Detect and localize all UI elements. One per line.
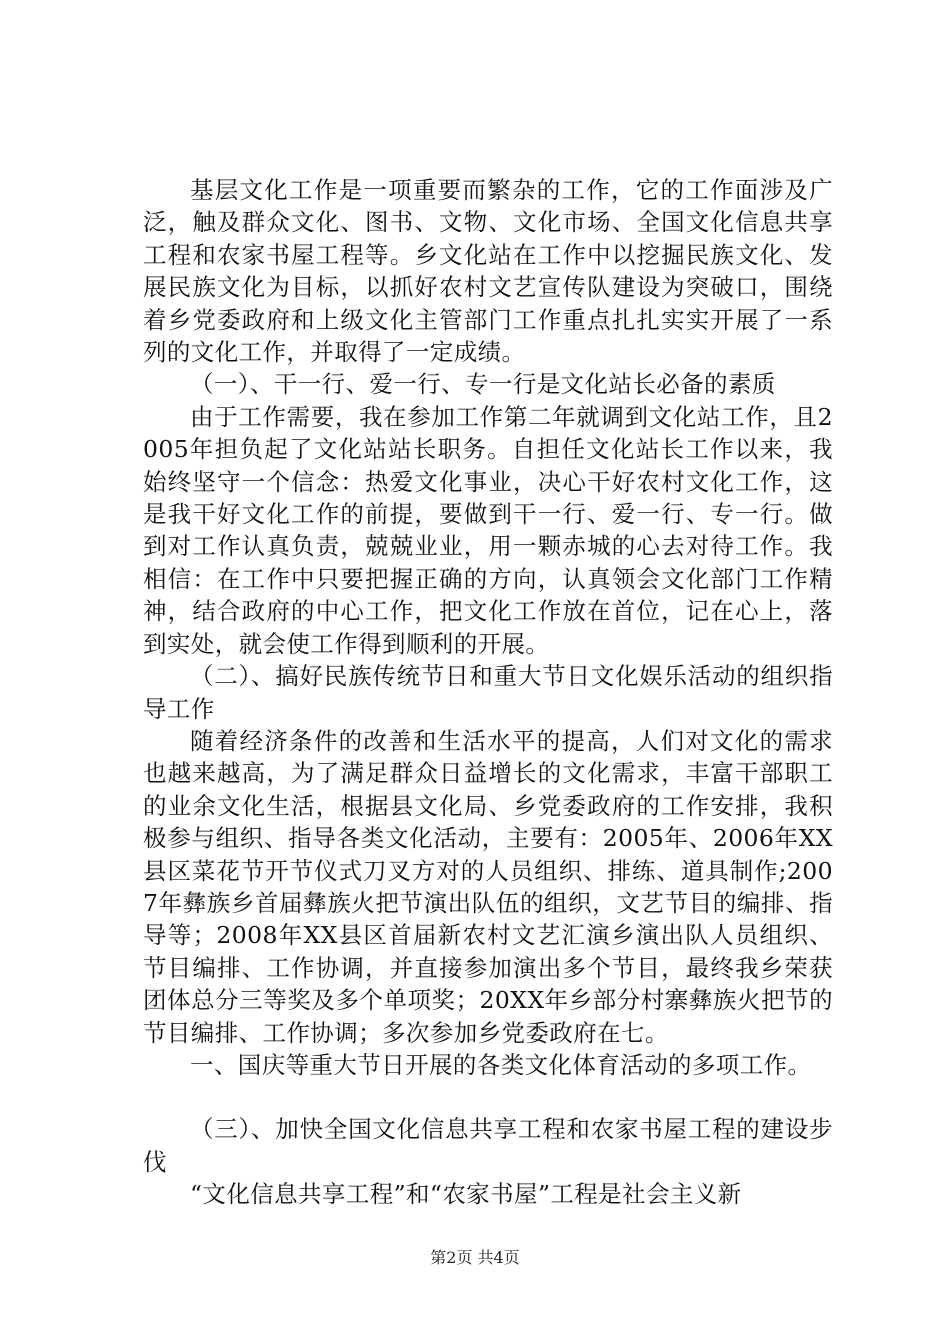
document-body xyxy=(143,174,833,1211)
section-3-paragraph: “文化信息共享工程”和“农家书屋”工程是社会主义新 xyxy=(190,1180,742,1209)
list-item-national-day: 一、国庆等重大节日开展的各类文化体育活动的多项工作。 xyxy=(190,1050,812,1079)
intro-paragraph: 基层文化工作是一项重要而繁杂的工作，它的工作面涉及广泛，触及群众文化、图书、文物、文化市场、全国文化信息共享工程和农家书屋工程等。乡文化站在工作中以挖掘民族文化、发展民族文化为目标，以抓好农村文艺宣传队建设为突破口，围绕着乡党委政府和上级文化主管部门工作重点扎扎实实开展了一系列的文化工作，并取得了一定成绩。 xyxy=(143,176,833,367)
section-2-paragraph: 随着经济条件的改善和生活水平的提高，人们对文化的需求也越来越高，为了满足群众日益增长的文化需求，丰富干部职工的业余文化生活，根据县文化局、乡党委政府的工作安排，我积极参与组织、指导各类文化活动，主要有：2005年、2006年XX县区菜花节开节仪式刀叉方对的人员组织、排练、道具制作;2007年彝族乡首届彝族火把节演出队伍的组织，文艺节目的编排、指导等；2008年XX县区首届新农村文艺汇演乡演出队人员组织、节目编排、工作协调，并直接参加演出多个节目，最终我乡荣获团体总分三等奖及多个单项奖；20XX年乡部分村寨彝族火把节的节目编排、工作协调；多次参加乡党委政府在七。 xyxy=(143,726,833,1047)
page-number-footer: 第2页 共4页 xyxy=(430,1248,520,1267)
section-heading-3: （三）、加快全国文化信息共享工程和农家书屋工程的建设步伐 xyxy=(143,1115,833,1176)
section-1-paragraph: 由于工作需要，我在参加工作第二年就调到文化站工作，且2005年担负起了文化站站长职务。自担任文化站长工作以来，我始终坚守一个信念：热爱文化事业，决心干好农村文化工作，这是我干好文化工作的前提，要做到干一行、爱一行、专一行。做到对工作认真负责，兢兢业业，用一颗赤城的心去对待工作。我相信：在工作中只要把握正确的方向，认真领会文化部门工作精神，结合政府的中心工作，把文化工作放在首位，记在心上，落到实处，就会使工作得到顺利的开展。 xyxy=(143,402,833,658)
section-heading-2: （二）、搞好民族传统节日和重大节日文化娱乐活动的组织指导工作 xyxy=(143,662,833,723)
section-heading-1: （一）、干一行、爱一行、专一行是文化站长必备的素质 xyxy=(190,370,776,399)
paragraph-spacer xyxy=(143,1081,833,1113)
